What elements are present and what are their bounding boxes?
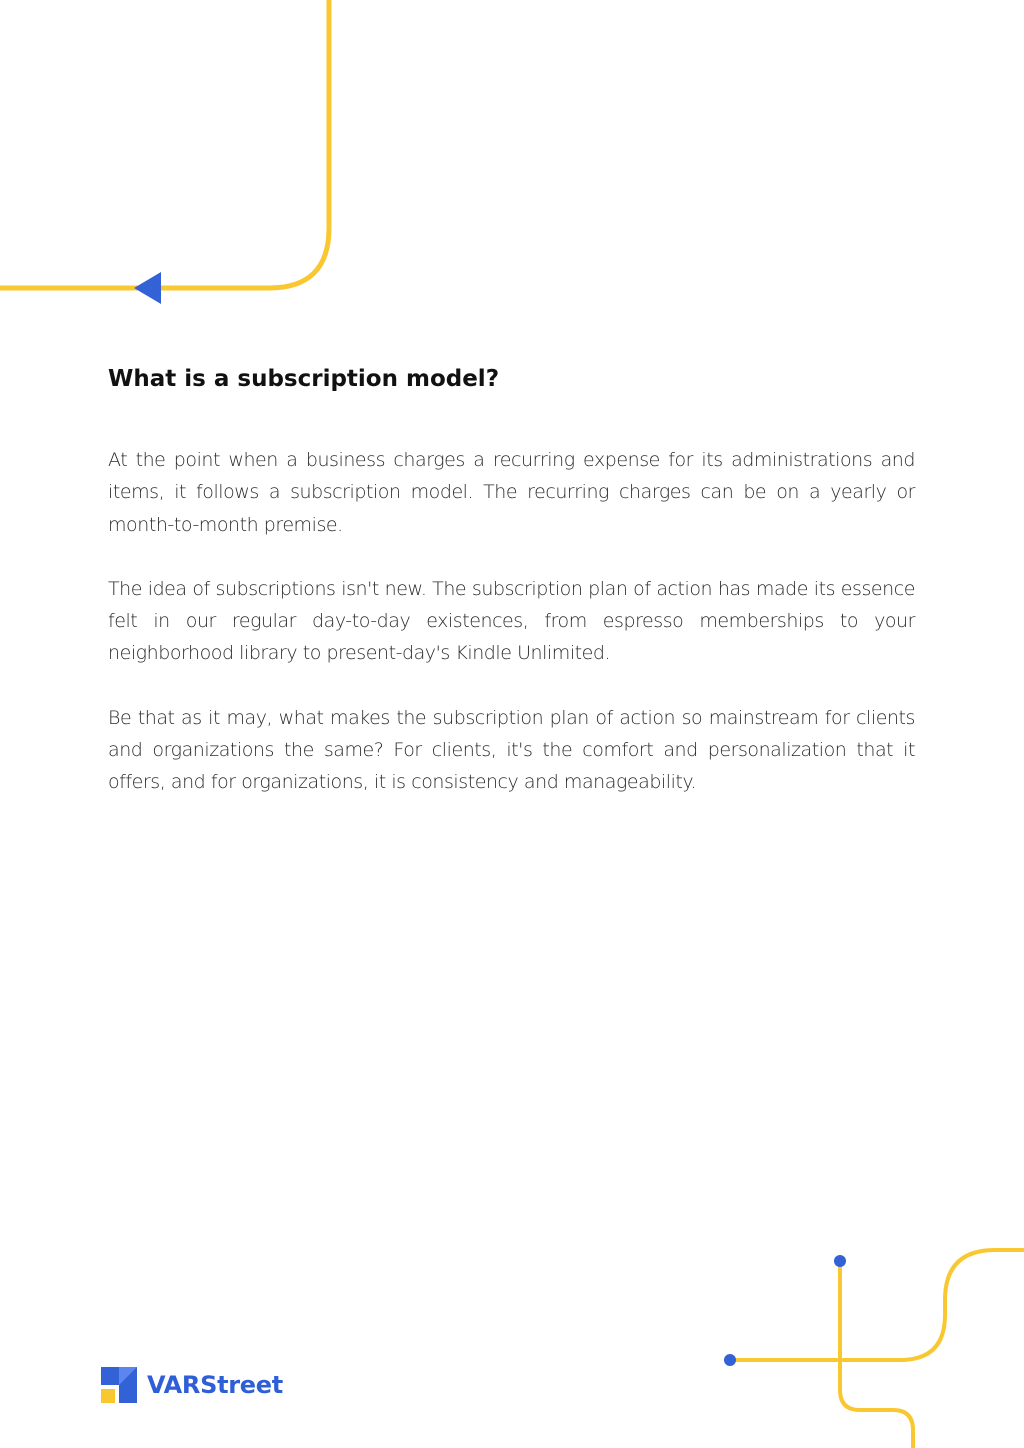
dot-left [724, 1354, 736, 1366]
dot-top [834, 1255, 846, 1267]
article-heading: What is a subscription model? [108, 366, 500, 392]
arrow-left-icon [134, 272, 161, 304]
paragraph-2: The idea of subscriptions isn't new. The subscription plan of action has made its essence felt in our regular day-to-day existences, from espresso memberships to your neighborhood library to present-day's Kindle Unlimited. [108, 577, 915, 665]
bottom-curve-line [730, 1250, 1024, 1360]
bottom-vertical-line [840, 1261, 913, 1448]
bottom-corner-decoration [724, 1250, 1024, 1448]
varstreet-logo-icon [101, 1367, 137, 1403]
paragraph-1: At the point when a business charges a recurring expense for its administrations and items, it follows a subscription model. The recurring charges can be on a yearly or month-to-month premise. [108, 449, 915, 536]
article-body [108, 444, 915, 831]
top-corner-line [0, 0, 329, 288]
paragraph-3: Be that as it may, what makes the subscription plan of action so mainstream for clients and organizations the same? For clients, it's the comfort and personalization that it offers, and for organizations, it is consistency and manageability. [108, 706, 915, 794]
brand-logo [101, 1366, 283, 1404]
brand-name: VARStreet [147, 1371, 283, 1399]
